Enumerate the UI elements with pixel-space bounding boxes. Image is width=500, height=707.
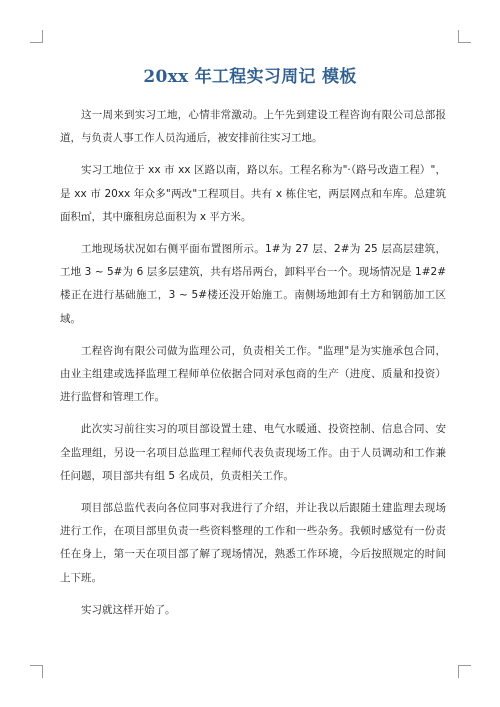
document-title: 20xx 年工程实习周记 模板	[143, 67, 357, 87]
paragraph-supervision-company: 工程咨询有限公司做为监理公司，负责相关工作。"监理"是为实施承包合同，由业主组建或选择监理工程师单位依据合同对承包商的生产（进度、质量和投资）进行监督和管理工作。	[60, 344, 446, 404]
corner-mark-top-right	[458, 30, 471, 43]
corner-mark-bottom-left	[30, 665, 43, 678]
corner-mark-top-left	[30, 30, 43, 43]
paragraph-arrival: 这一周来到实习工地，心情非常激动。上午先到建设工程咨询有限公司总部报道，与负责人事工作人员沟通后，被安排前往实习工地。	[60, 109, 446, 145]
paragraph-site-status: 工地现场状况如右侧平面布置图所示。1#为 27 层、2#为 25 层高层建筑，工地 3 ~ 5#为 6 层多层建筑，共有塔吊两台，卸料平台一个。现场情况是 1#2#楼正在进行基础施工，3 ~ 5#楼还没开始施工。南侧场地卸有土方和钢筋加工区域。	[60, 243, 446, 325]
paragraph-introduction: 项目部总监代表向各位同事对我进行了介绍，并让我以后跟随土建监理去现场进行工作，在项目部里负责一些资料整理的工作和一些杂务。我顿时感觉有一份责任在身上，第一天在项目部了解了现场情况，熟悉工作环境，今后按照规定的时间上下班。	[60, 502, 446, 584]
corner-mark-bottom-right	[458, 665, 471, 678]
document-body	[60, 104, 446, 631]
paragraph-closing: 实习就这样开始了。	[81, 603, 176, 616]
paragraph-project-team: 此次实习前往实习的项目部设置土建、电气水暖通、投资控制、信息合同、安全监理组，另设一名项目总监理工程师代表负责现场工作。由于人员调动和工作兼任问题，项目部共有组 5 名成员，负责相关工作。	[60, 423, 446, 482]
paragraph-site-location: 实习工地位于 xx 市 xx 区路以南，路以东。工程名称为"·（路号改造工程）"，是 xx 市 20xx 年众多"两改"工程项目。共有 x 栋住宅，两层网点和车库。总建筑面积㎡，其中廉租房总面积为 x 平方米。	[60, 164, 446, 223]
